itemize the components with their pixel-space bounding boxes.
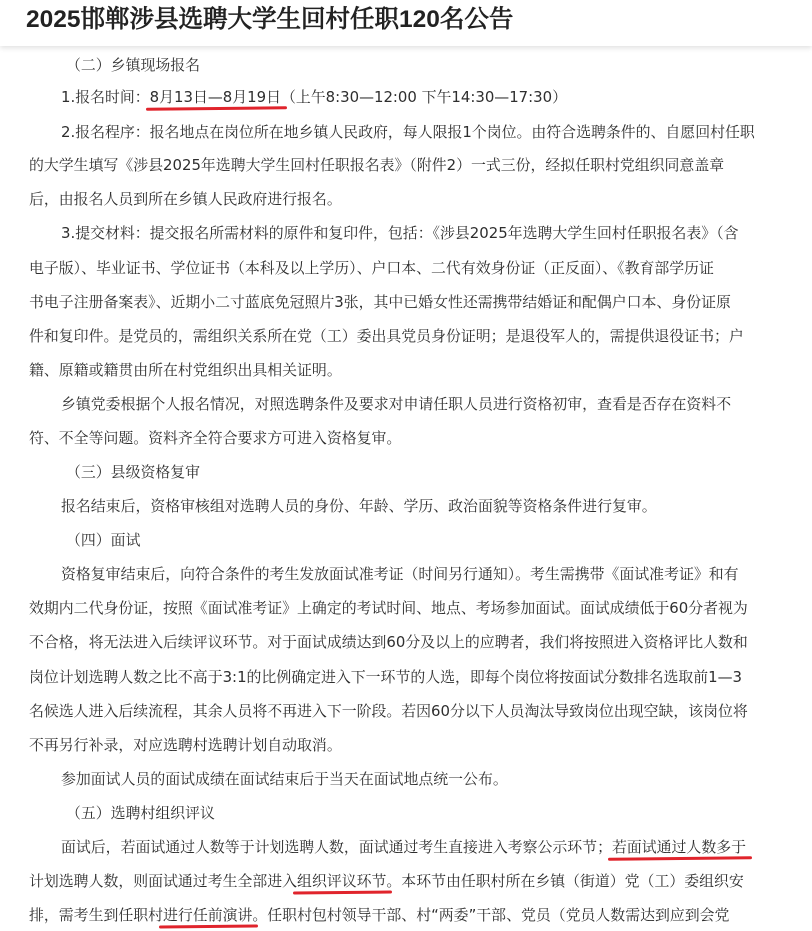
paragraph-line: 岗位计划选聘人数之比不高于3:1的比例确定进入下一环节的人选，即每个岗位将按面试分数排名选取前1—3 [29, 668, 742, 686]
underlined-more-than-plan: 若面试通过人数多于 [612, 831, 746, 863]
paragraph-line: 计划选聘人数，则面试通过考生全部进入组织评议环节。本环节由任职村所在乡镇（街道）党（工）委组织安 [29, 865, 744, 897]
section-heading-county-review: （三）县级资格复审 [66, 463, 201, 481]
paragraph-line: 符、不全等问题。资料齐全符合要求方可进入资格复审。 [29, 429, 402, 447]
paragraph-line: 报名结束后，资格审核组对选聘人员的身份、年龄、学历、政治面貌等资格条件进行复审。 [61, 497, 657, 515]
paragraph-line: 名候选人进入后续流程，其余人员将不再进入下一阶段。若因60分以下人员淘汰导致岗位出现空缺，该岗位将 [29, 702, 748, 720]
underlined-registration-dates: 8月13日—8月19日 [150, 81, 281, 113]
paragraph-line: 参加面试人员的面试成绩在面试结束后于当天在面试地点统一公布。 [61, 770, 508, 788]
paragraph-line: 2.报名程序：报名地点在岗位所在地乡镇人民政府，每人限报1个岗位。由符合选聘条件的、自愿回村任职 [61, 123, 755, 141]
paragraph-line: 面试后，若面试通过人数等于计划选聘人数，面试通过考生直接进入考察公示环节；若面试通过人数多于 [61, 831, 746, 863]
paragraph-line: 电子版）、毕业证书、学位证书（本科及以上学历）、户口本、二代有效身份证（正反面）、《教育部学历证 [29, 259, 714, 277]
page-header [0, 0, 812, 46]
paragraph-line: 效期内二代身份证，按照《面试准考证》上确定的考试时间、地点、考场参加面试。面试成绩低于60分者视为 [29, 599, 748, 617]
paragraph-line: 不合格，将无法进入后续评议环节。对于面试成绩达到60分及以上的应聘者，我们将按照进入资格评比人数和 [29, 633, 748, 651]
section-heading-interview: （四）面试 [66, 531, 141, 549]
paragraph-line: 籍、原籍或籍贯由所在村党组织出具相关证明。 [29, 361, 342, 379]
section-heading-village-review: （五）选聘村组织评议 [66, 804, 215, 822]
paragraph-line: 3.提交材料：提交报名所需材料的原件和复印件，包括：《涉县2025年选聘大学生回村任职报名表》（含 [61, 224, 739, 242]
paragraph-line: 排，需考生到任职村进行任前演讲。任职村包村领导干部、村“两委”干部、党员（党员人数需达到应到会党 [29, 899, 729, 931]
underlined-organization-review: 组织评议环节 [297, 865, 386, 897]
paragraph-line: 资格复审结束后，向符合条件的考生发放面试准考证（时间另行通知）。考生需携带《面试准考证》和有 [61, 565, 739, 583]
page-title: 2025邯郸涉县选聘大学生回村任职120名公告 [26, 6, 514, 33]
section-heading-township-registration: （二）乡镇现场报名 [66, 56, 201, 74]
paragraph-line: 乡镇党委根据个人报名情况，对照选聘条件及要求对申请任职人员进行资格初审，查看是否存在资料不 [61, 395, 732, 413]
paragraph-line: 的大学生填写《涉县2025年选聘大学生回村任职报名表》（附件2）一式三份，经拟任职村党组织同意盖章 [29, 156, 725, 174]
paragraph-line: 1.报名时间：8月13日—8月19日（上午8:30—12:00 下午14:30—17:30） [61, 81, 567, 113]
paragraph-line: 件和复印件。是党员的，需组织关系所在党（工）委出具党员身份证明；是退役军人的，需提供退役证书；户 [29, 327, 744, 345]
paragraph-line: 不再另行补录，对应选聘村选聘计划自动取消。 [29, 736, 342, 754]
paragraph-line: 后，由报名人员到所在乡镇人民政府进行报名。 [29, 190, 342, 208]
underlined-pre-appointment-speech: 进行任前演讲 [163, 899, 252, 931]
paragraph-line: 书电子注册备案表》、近期小二寸蓝底免冠照片3张，其中已婚女性还需携带结婚证和配偶户口本、身份证原 [29, 293, 731, 311]
